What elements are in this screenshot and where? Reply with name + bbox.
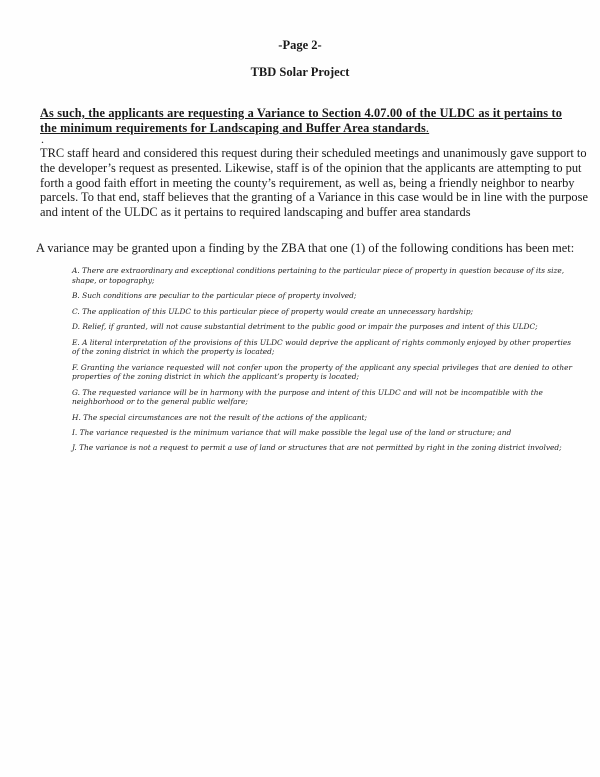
condition-e: E. A literal interpretation of the provisions of this ULDC would deprive the applicant of rights commonly enjoyed by other properties of the zoning district in which the property is located; bbox=[72, 337, 572, 356]
page-number: -Page 2- bbox=[278, 38, 322, 52]
paragraph-line: forth a good faith effort in meeting the county’s requirement, as well as, being a friendly neighbor to nearby bbox=[40, 175, 575, 190]
conditions-intro: A variance may be granted upon a finding by the ZBA that one (1) of the following conditions has been met: bbox=[36, 241, 575, 255]
condition-g: G. The requested variance will be in harmony with the purpose and intent of this ULDC and will not be incompatible with the neighborhood or to the general public welfare; bbox=[72, 387, 543, 406]
condition-d: D. Relief, if granted, will not cause substantial detriment to the public good or impair the purposes and intent of this ULDC; bbox=[72, 322, 538, 331]
condition-f: F. Granting the variance requested will not confer upon the property of the applicant any special privileges that are denied to other properties of the zoning district in which the applicant’s property is located; bbox=[72, 362, 572, 381]
condition-b: B. Such conditions are peculiar to the particular piece of property involved; bbox=[72, 291, 357, 300]
variance-request-heading bbox=[40, 106, 562, 136]
paragraph-line: the developer’s request as presented. Likewise, staff is of the opinion that the applicants are attempting to put bbox=[40, 160, 582, 175]
staff-recommendation-paragraph bbox=[40, 146, 588, 220]
paragraph-line: and intent of the ULDC as it pertains to required landscaping and buffer area standards bbox=[40, 205, 471, 220]
heading-text: As such, the applicants are requesting a Variance to Section 4.07.00 of the ULDC as it pertains to the minimum requirements for Landscaping and Buffer Area standards bbox=[40, 106, 562, 135]
condition-h: H. The special circumstances are not the result of the actions of the applicant; bbox=[72, 412, 367, 422]
condition-c: C. The application of this ULDC to this particular piece of property would create an unnecessary hardship; bbox=[72, 306, 474, 316]
variance-conditions-list bbox=[72, 266, 572, 458]
stray-mark: . bbox=[41, 132, 44, 146]
heading-period: . bbox=[425, 121, 430, 135]
condition-a: A. There are extraordinary and exceptional conditions pertaining to the particular piece of property in question because of its size, shape, or topography; bbox=[72, 266, 565, 285]
paragraph-line: TRC staff heard and considered this request during their scheduled meetings and unanimously gave support to bbox=[40, 146, 587, 160]
paragraph-line: parcels. To that end, staff believes that the granting of a Variance in this case would be in line with the purpose bbox=[40, 190, 588, 205]
document-title: TBD Solar Project bbox=[250, 65, 350, 79]
condition-i: I. The variance requested is the minimum variance that will make possible the legal use of the land or structure; and bbox=[72, 427, 512, 437]
condition-j: J. The variance is not a request to permit a use of land or structures that are not permitted by right in the zoning district involved; bbox=[72, 442, 562, 452]
